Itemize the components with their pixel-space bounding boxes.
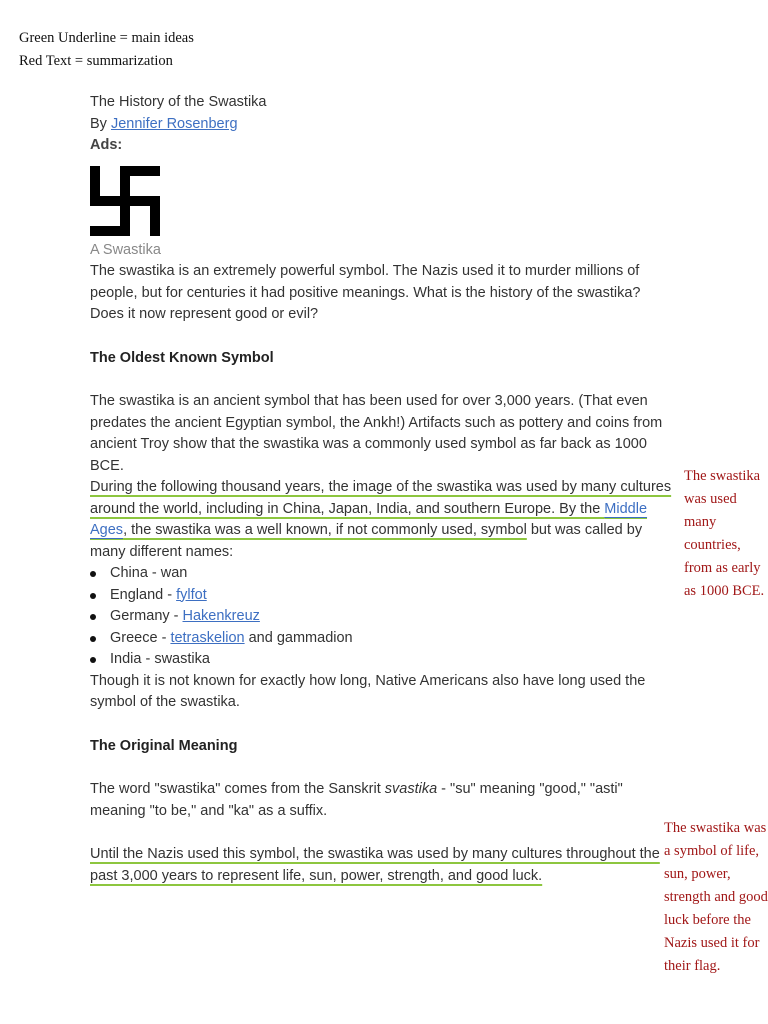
summary-note-1: The swastika was used many countries, from as early as 1000 BCE.	[684, 468, 765, 599]
ads-label: Ads:	[90, 137, 123, 153]
hakenkreuz-link[interactable]: Hakenkreuz	[182, 608, 260, 624]
tetraskelion-link[interactable]: tetraskelion	[170, 629, 245, 646]
main-idea-underline-1: During the following thousand years, the image of the swastika was used by many cultures around the world, including in China, Japan, India, and southern Europe. By the Middle Ages, the swastika was a well known, if not commonly used, symbol	[90, 479, 672, 538]
oldest-paragraph-1: The swastika is an ancient symbol that has been used for over 3,000 years. (That even predates the ancient Egyptian symbol, the Ankh!) Artifacts such as pottery and coins from ancient Troy show that the swastika was a commonly used symbol as far back as 1000 BCE.	[90, 393, 663, 474]
article-title: The History of the Swastika	[90, 94, 267, 110]
list-item: Germany - Hakenkreuz	[90, 606, 666, 628]
byline-prefix: By	[90, 115, 111, 132]
annotation-legend	[19, 27, 194, 73]
swastika-figure	[90, 166, 676, 262]
fylfot-link[interactable]: fylfot	[176, 586, 207, 603]
list-item: China - wan	[90, 563, 666, 585]
section-heading-meaning: The Original Meaning	[90, 737, 238, 754]
author-link[interactable]: Jennifer Rosenberg	[110, 115, 238, 132]
list-item: England - fylfot	[90, 585, 666, 607]
list-item: Greece - tetraskelion and gammadion	[90, 628, 666, 650]
image-caption: A Swastika	[90, 241, 161, 258]
byline	[90, 114, 676, 136]
middle-ages-link[interactable]: Middle Ages	[90, 500, 648, 538]
section-heading-oldest: The Oldest Known Symbol	[90, 349, 274, 366]
summary-note-2: The swastika was a symbol of life, sun, power, strength and good luck before the Nazis used it for their flag.	[664, 820, 768, 974]
list-item: India - swastika	[90, 649, 666, 671]
swastika-image	[90, 166, 160, 236]
names-list	[80, 563, 666, 671]
meaning-paragraph-2	[90, 844, 676, 887]
oldest-paragraph-3: Though it is not known for exactly how long, Native Americans also have long used the symbol of the swastika.	[90, 672, 646, 710]
article	[90, 92, 676, 887]
oldest-paragraph-2: During the following thousand years, the image of the swastika was used by many cultures around the world, including in China, Japan, India, and southern Europe. By the Middle Ages, the swastika was a well known, if not commonly used, symbol but was called by many different names:	[90, 479, 672, 560]
main-idea-underline-2: Until the Nazis used this symbol, the swastika was used by many cultures throughout the past 3,000 years to represent life, sun, power, strength, and good luck.	[90, 846, 660, 884]
meaning-paragraph-1: The word "swastika" comes from the Sanskrit svastika - "su" meaning "good," "asti" meaning "to be," and "ka" as a suffix.	[90, 781, 623, 819]
legend-red-text: Red Text = summarization	[19, 53, 173, 69]
legend-green-underline: Green Underline = main ideas	[19, 30, 194, 46]
intro-paragraph: The swastika is an extremely powerful symbol. The Nazis used it to murder millions of people, but for centuries it had positive meanings. What is the history of the swastika? Does it now represent good or evil?	[90, 263, 641, 322]
